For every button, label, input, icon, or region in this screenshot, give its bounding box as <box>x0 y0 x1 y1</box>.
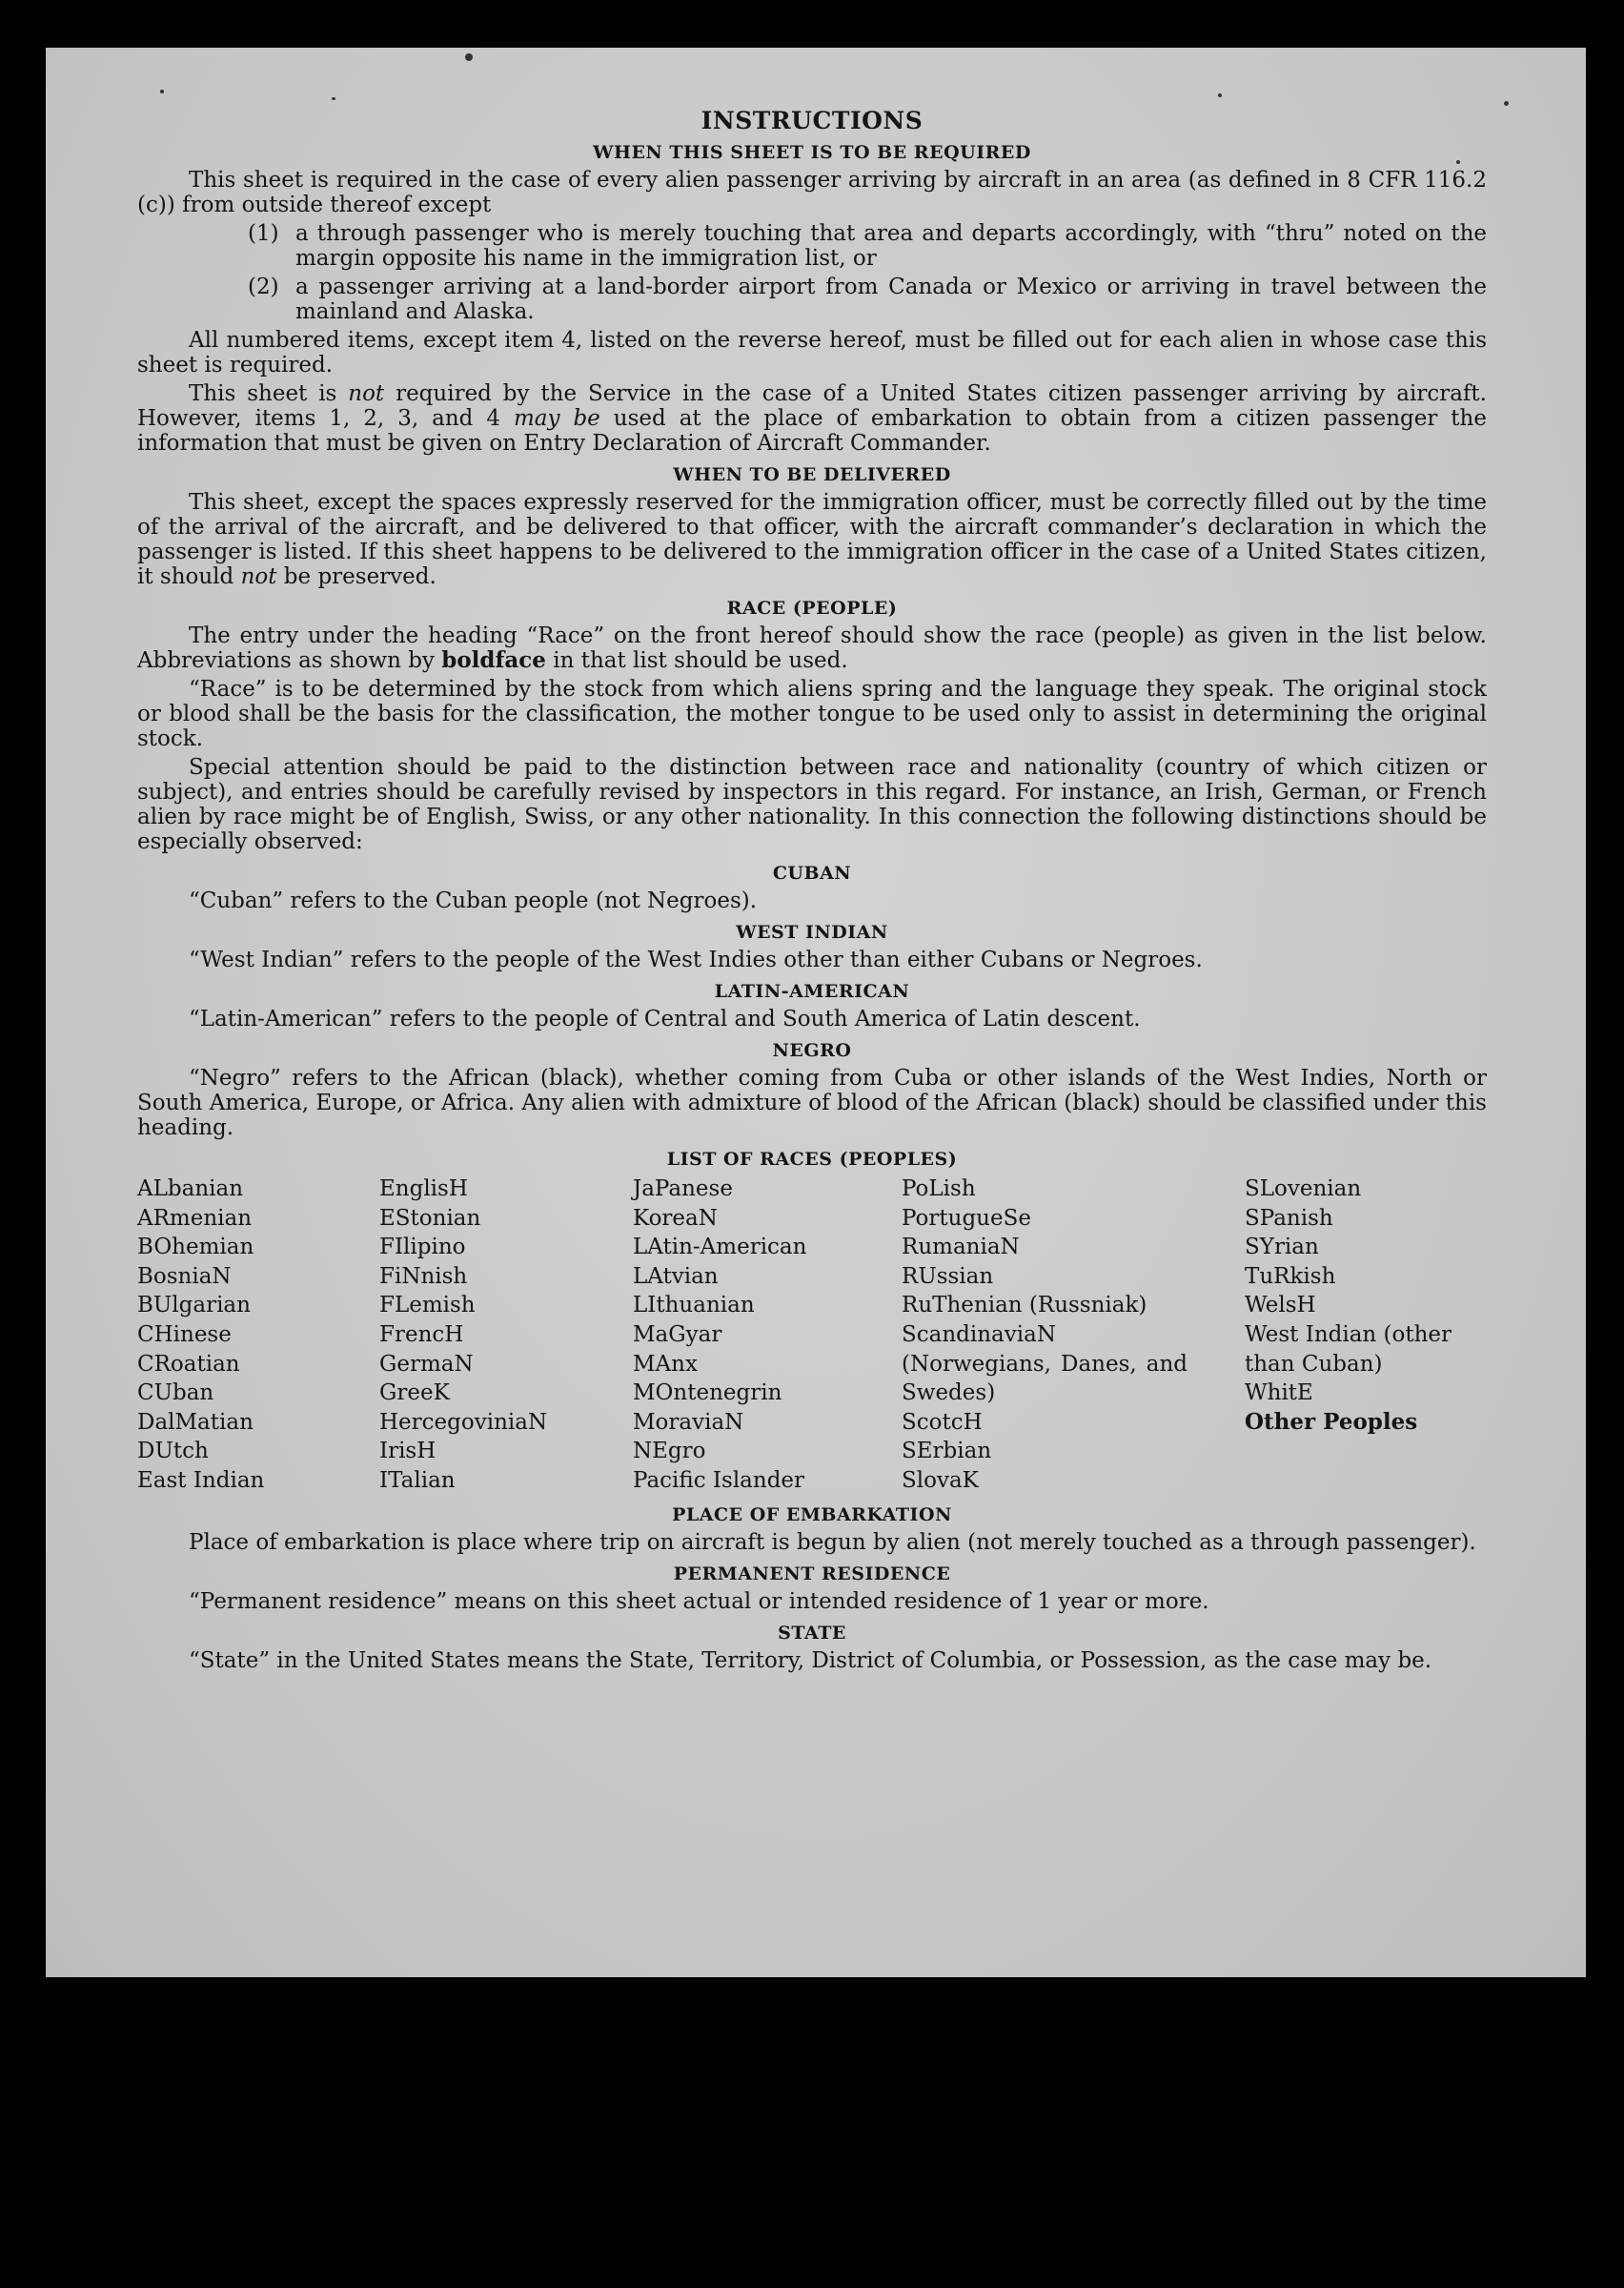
race-entry: WelsH <box>1245 1293 1316 1318</box>
race-entry: SYrian <box>1245 1235 1319 1260</box>
race-entry: LAtin-American <box>633 1235 807 1260</box>
ink-speck <box>1218 93 1222 97</box>
race-entry: TuRkish <box>1245 1263 1336 1289</box>
required-p3-part-a: This sheet is <box>189 381 349 406</box>
race-entry: FIlipino <box>379 1235 466 1260</box>
race-entry: JaPanese <box>633 1176 733 1201</box>
heading-list-of-races: LIST OF RACES (PEOPLES) <box>666 1149 958 1170</box>
race-p1-part-b: in that list should be used. <box>545 648 848 673</box>
race-entry: EnglisH <box>379 1176 468 1201</box>
race-entry: SLovenian <box>1245 1176 1362 1201</box>
race-paragraph-3: Special attention should be paid to the distinction between race and nationality (country of which citizen or subject), and entries should be carefully revised by inspectors in this regard. For instance, an Irish, German, or French alien by race might be of English, Swiss, or any other nationality. In this connection the following distinctions should be especially observed: <box>137 755 1487 854</box>
race-entry: DUtch <box>137 1439 209 1464</box>
heading-state: STATE <box>778 1622 846 1644</box>
race-entry: NEgro <box>633 1439 706 1464</box>
race-entry: SPanish <box>1245 1205 1333 1231</box>
race-entry: CRoatian <box>137 1351 240 1377</box>
race-entry: BOhemian <box>137 1235 254 1260</box>
required-p3-may-be: may be <box>513 406 600 431</box>
required-p3-not: not <box>348 381 385 406</box>
race-entry: ALbanian <box>137 1176 244 1201</box>
race-entry: GermaN <box>379 1351 474 1377</box>
race-p1-boldface: boldface <box>441 647 546 673</box>
race-entry: GreeK <box>379 1380 450 1406</box>
race-entry: DalMatian <box>137 1409 254 1435</box>
exception-item-2 <box>248 275 1487 324</box>
race-entry: MoraviaN <box>633 1409 744 1435</box>
race-entry: PortugueSe <box>902 1205 1031 1231</box>
delivered-part-b: be preserved. <box>276 564 436 589</box>
heading-negro: NEGRO <box>772 1040 852 1061</box>
race-entry: BosniaN <box>137 1263 232 1289</box>
race-entry: IrisH <box>379 1439 436 1464</box>
races-column-4 <box>902 1175 1245 1496</box>
race-entry: East Indian <box>137 1467 265 1493</box>
west-indian-definition: “West Indian” refers to the people of the West Indies other than either Cubans or Negroes. <box>189 948 1203 972</box>
required-paragraph-1: This sheet is required in the case of every alien passenger arriving by aircraft in an area (as defined in 8 CFR 116.2 (c)) from outside thereof except <box>137 168 1487 217</box>
race-entry: CUban <box>137 1380 214 1406</box>
delivered-part-a: This sheet, except the spaces expressly reserved for the immigration officer, must be correctly filled out by the time of the arrival of the aircraft, and be delivered to that officer, with the aircraft commander’s declaration in which the passenger is listed. If this sheet happens to be delivered to the immigration officer in the case of a United States citizen, it should <box>137 490 1487 589</box>
race-entry: West Indian (other than Cuban) <box>1245 1321 1452 1377</box>
race-entry: ITalian <box>379 1467 456 1493</box>
ink-speck <box>160 90 164 93</box>
heading-permanent-residence: PERMANENT RESIDENCE <box>673 1563 951 1584</box>
race-entry: FrencH <box>379 1321 464 1347</box>
races-column-2 <box>379 1175 633 1496</box>
race-entry: EStonian <box>379 1205 481 1231</box>
heading-when-delivered: WHEN TO BE DELIVERED <box>673 464 951 485</box>
page-title: INSTRUCTIONS <box>700 107 924 134</box>
exception-item-2-number: (2) <box>248 275 279 299</box>
ink-speck <box>1456 160 1460 164</box>
race-entry: MaGyar <box>633 1321 722 1347</box>
cuban-definition: “Cuban” refers to the Cuban people (not Negroes). <box>189 889 758 913</box>
ink-speck <box>1504 101 1509 106</box>
heading-cuban: CUBAN <box>772 863 852 884</box>
race-entry: PoLish <box>902 1176 976 1201</box>
exception-item-1-text: a through passenger who is merely touching that area and departs accordingly, with “thru” noted on the margin opposite his name in the immigration list, or <box>295 221 1487 271</box>
required-p3-part-b: required by the Service in the case of a United States citizen passenger arriving by aircraft. However, items 1, 2, 3, and 4 <box>137 381 1487 431</box>
race-entry: HercegoviniaN <box>379 1409 548 1435</box>
ink-speck <box>465 53 473 61</box>
required-paragraph-3 <box>137 381 1487 456</box>
required-p3-part-c: used at the place of embarkation to obtain from a citizen passenger the information that must be given on Entry Declaration of Aircraft Commander. <box>137 406 1487 456</box>
state-definition: “State” in the United States means the State, Territory, District of Columbia, or Possession, as the case may be. <box>189 1647 1432 1673</box>
latin-american-definition: “Latin-American” refers to the people of Central and South America of Latin descent. <box>189 1007 1141 1032</box>
delivered-not: not <box>240 564 277 589</box>
heading-race: RACE (PEOPLE) <box>726 598 898 619</box>
races-column-5 <box>1245 1175 1492 1496</box>
exception-item-2-text: a passenger arriving at a land-border airport from Canada or Mexico or arriving in travel between the mainland and Alaska. <box>295 275 1487 324</box>
heading-latin-american: LATIN-AMERICAN <box>714 981 910 1002</box>
races-list <box>137 1175 1487 1496</box>
race-entry: RUssian <box>902 1263 994 1289</box>
race-entry-other-peoples: Other Peoples <box>1245 1408 1418 1435</box>
race-entry: SErbian <box>902 1439 992 1464</box>
race-entry: MAnx <box>633 1351 698 1377</box>
race-entry: SlovaK <box>902 1467 979 1493</box>
residence-definition: “Permanent residence” means on this sheet actual or intended residence of 1 year or more. <box>189 1588 1209 1614</box>
race-entry: LAtvian <box>633 1263 719 1289</box>
race-entry: ARmenian <box>137 1205 253 1231</box>
race-entry: FiNnish <box>379 1263 468 1289</box>
races-column-1 <box>137 1175 379 1496</box>
heading-when-required: WHEN THIS SHEET IS TO BE REQUIRED <box>593 142 1031 163</box>
race-entry: FLemish <box>379 1293 476 1318</box>
heading-place-of-embarkation: PLACE OF EMBARKATION <box>672 1503 952 1525</box>
negro-definition: “Negro” refers to the African (black), whether coming from Cuba or other islands of the West Indies, North or South America, Europe, or Africa. Any alien with admixture of blood of the African (black) should be classified under this heading. <box>137 1066 1487 1140</box>
exception-item-1 <box>248 221 1487 271</box>
race-entry: BUlgarian <box>137 1293 251 1318</box>
race-paragraph-1 <box>137 623 1487 673</box>
race-entry: RuThenian (Russniak) <box>902 1293 1147 1318</box>
race-entry: ScotcH <box>902 1409 983 1435</box>
race-entry: Pacific Islander <box>633 1467 805 1493</box>
embarkation-definition: Place of embarkation is place where trip on aircraft is begun by alien (not merely touched as a through passenger). <box>189 1529 1476 1555</box>
race-entry: WhitE <box>1245 1380 1313 1406</box>
races-column-3 <box>633 1175 902 1496</box>
exception-item-1-number: (1) <box>248 221 279 246</box>
race-entry: KoreaN <box>633 1205 718 1231</box>
heading-west-indian: WEST INDIAN <box>736 922 888 943</box>
delivered-paragraph <box>137 490 1487 589</box>
ink-speck <box>332 97 335 100</box>
race-entry: LIthuanian <box>633 1293 755 1318</box>
race-entry: CHinese <box>137 1321 232 1347</box>
document-page <box>46 48 1586 1977</box>
race-paragraph-2: “Race” is to be determined by the stock from which aliens spring and the language they speak. The original stock or blood shall be the basis for the classification, the mother tongue to be used only to assist in determining the original stock. <box>137 677 1487 751</box>
required-paragraph-2: All numbered items, except item 4, listed on the reverse hereof, must be filled out for each alien in whose case this sheet is required. <box>137 328 1487 378</box>
race-p1-part-a: The entry under the heading “Race” on the front hereof should show the race (people) as given in the list below. Abbreviations as shown by <box>137 623 1487 673</box>
race-entry: MOntenegrin <box>633 1380 782 1406</box>
race-entry: ScandinaviaN (Norwegians, Danes, and Swedes) <box>902 1321 1188 1406</box>
race-entry: RumaniaN <box>902 1235 1020 1260</box>
